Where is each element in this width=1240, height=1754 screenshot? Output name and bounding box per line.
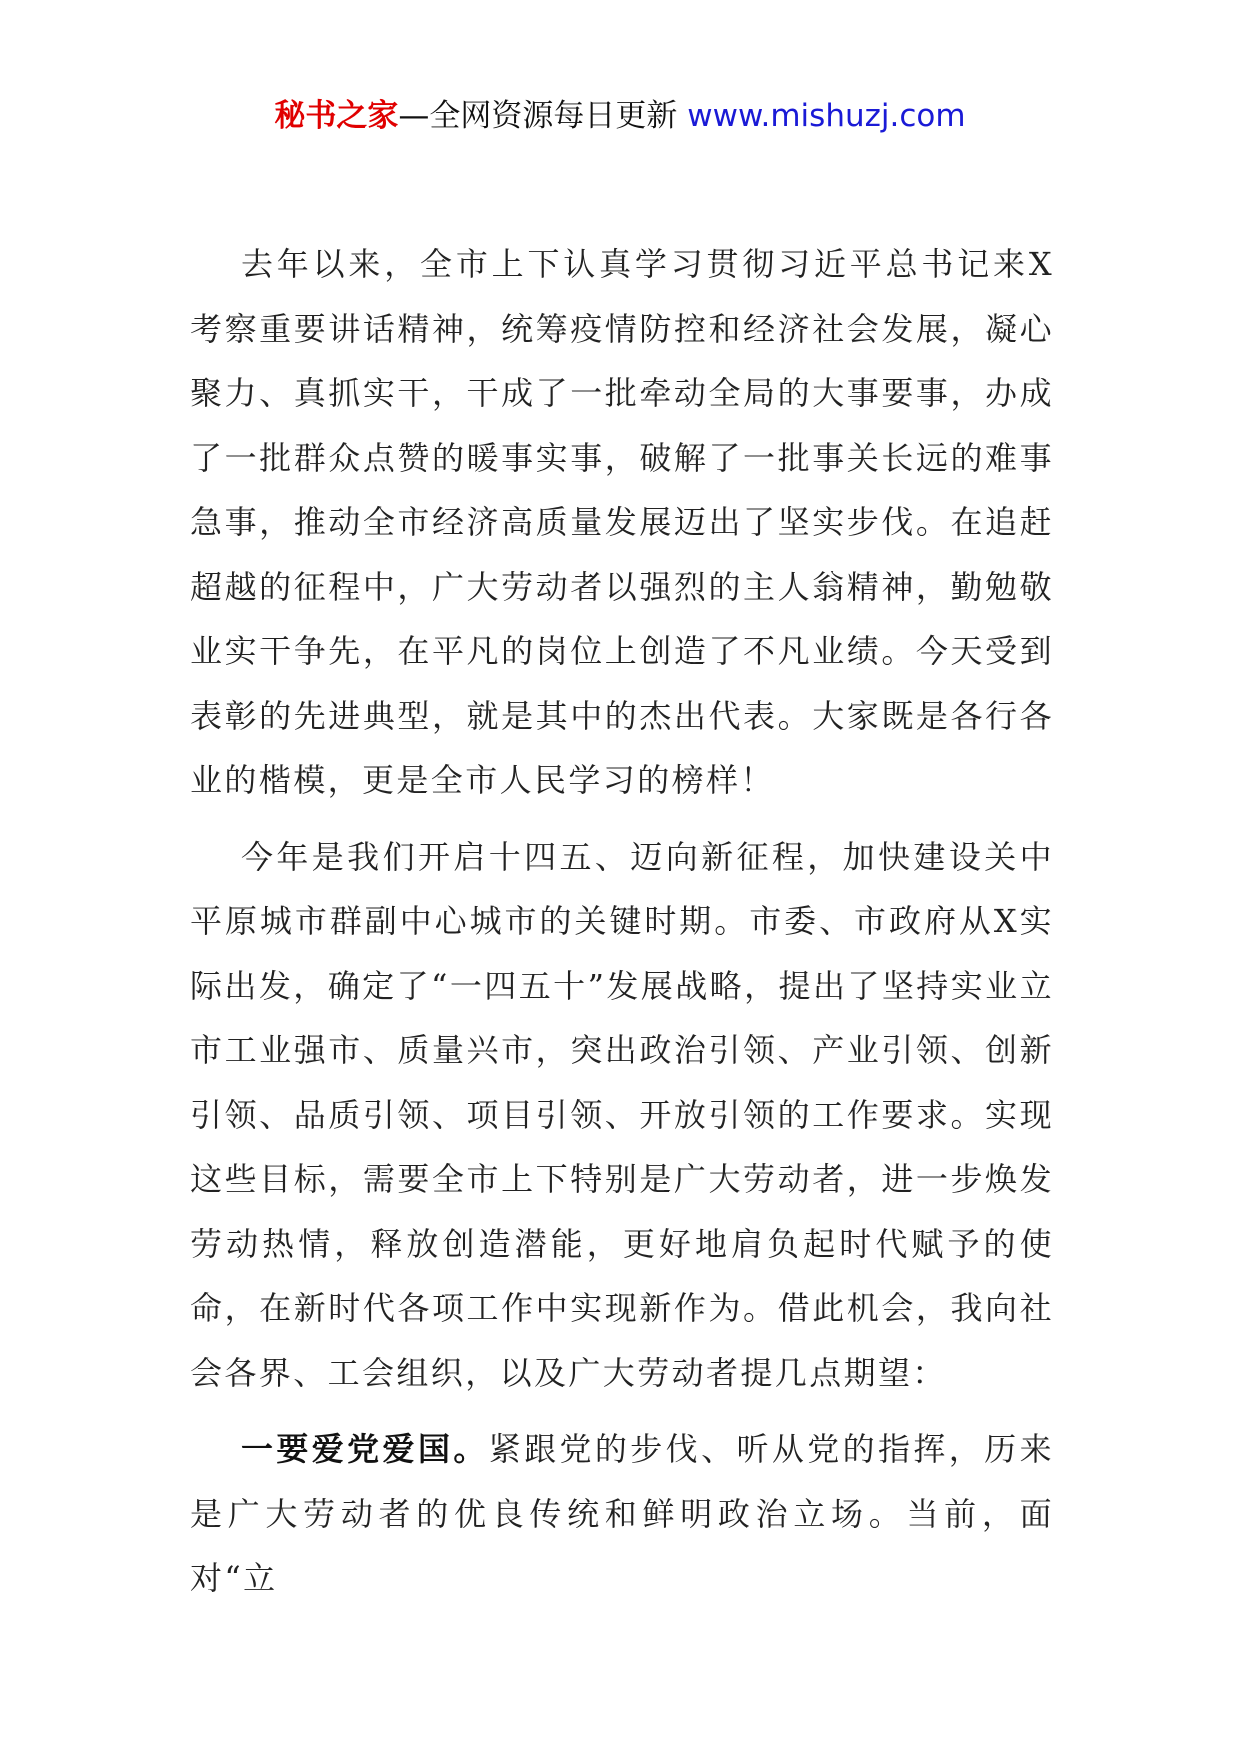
site-header	[0, 96, 1240, 136]
site-url-link[interactable]: www.mishuzj.com	[687, 98, 966, 134]
paragraph-2: 今年是我们开启十四五、迈向新征程，加快建设关中平原城市群副中心城市的关键时期。市委、市政府从X实际出发，确定了“一四五十”发展战略，提出了坚持实业立市工业强市、质量兴市，突出政治引领、产业引领、创新引领、品质引领、项目引领、开放引领的工作要求。实现这些目标，需要全市上下特别是广大劳动者，进一步焕发劳动热情，释放创造潜能，更好地肩负起时代赋予的使命，在新时代各项工作中实现新作为。借此机会，我向社会各界、工会组织，以及广大劳动者提几点期望：	[190, 837, 1054, 1392]
paragraph-3-lead: 一要爱党爱国。	[241, 1430, 489, 1468]
paragraph-3	[190, 1417, 1054, 1611]
site-brand: 秘书之家	[274, 98, 399, 134]
document-body	[190, 232, 1054, 1611]
paragraph-3-text: 紧跟党的步伐、听从党的指挥，历来是广大劳动者的优良传统和鲜明政治立场。当前，面对“立	[190, 1430, 1054, 1597]
site-tagline: —全网资源每日更新	[398, 98, 678, 134]
paragraph-1: 去年以来，全市上下认真学习贯彻习近平总书记来X考察重要讲话精神，统筹疫情防控和经济社会发展，凝心聚力、真抓实干，干成了一批牵动全局的大事要事，办成了一批群众点赞的暖事实事，破解了一批事关长远的难事急事，推动全市经济高质量发展迈出了坚实步伐。在追赶超越的征程中，广大劳动者以强烈的主人翁精神，勤勉敬业实干争先，在平凡的岗位上创造了不凡业绩。今天受到表彰的先进典型，就是其中的杰出代表。大家既是各行各业的楷模，更是全市人民学习的榜样！	[190, 245, 1054, 799]
